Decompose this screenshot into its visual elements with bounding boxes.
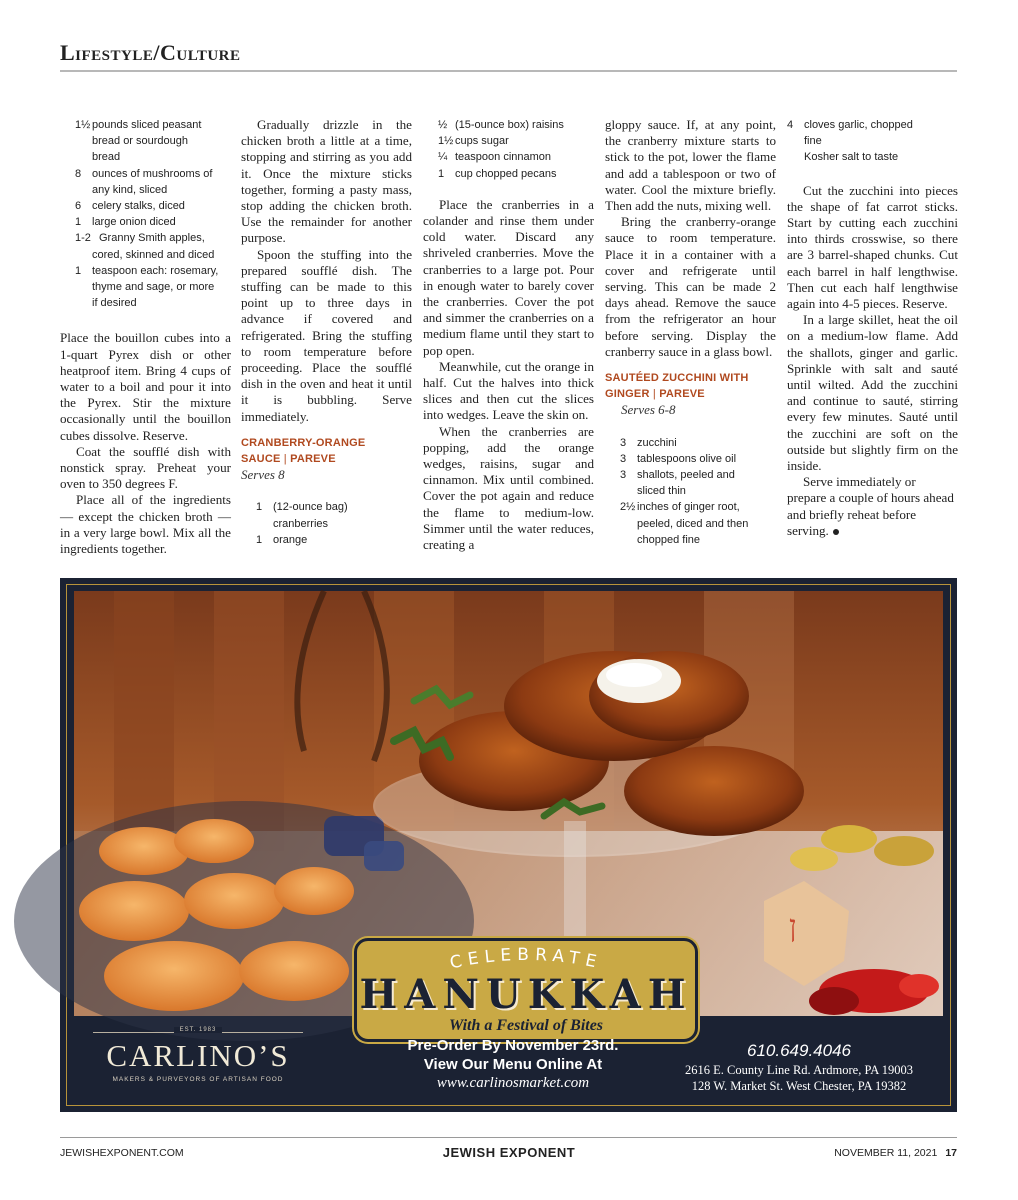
phone-number[interactable]: 610.649.4046 bbox=[747, 1041, 851, 1060]
ingredient-text: sliced thin bbox=[637, 485, 686, 498]
brand-tagline: MAKERS & PURVEYORS OF ARTISAN FOOD bbox=[112, 1076, 284, 1083]
contact-info bbox=[664, 1040, 934, 1094]
ingredient-qty: 4 bbox=[787, 119, 794, 131]
menu-prompt: View Our Menu Online At bbox=[423, 1056, 603, 1073]
ingredient-row bbox=[620, 532, 776, 548]
ingredient-list bbox=[605, 435, 776, 548]
ingredient-row bbox=[75, 198, 231, 214]
ingredient-text: tablespoons olive oil bbox=[637, 452, 737, 465]
ingredient-text: (12-ounce bag) bbox=[273, 501, 348, 514]
paragraph: Coat the soufflé dish with nonstick spray. Preheat your oven to 350 degrees F. bbox=[60, 443, 231, 492]
recipe-title-line: SAUCE bbox=[241, 453, 281, 466]
paragraph: Place all of the ingredients — except the chicken broth — in a very large bowl. Mix all the ingredients together. bbox=[60, 492, 231, 557]
paragraph: In a large skillet, heat the oil on a medium-low flame. Add the shallots, ginger and garlic. Sprinkle with salt and sauté until wilted. Add the zucchini and continue to sauté, stirring every few minutes. Sauté until the zucchini are soft on the outside but slightly firm on the inside. bbox=[787, 312, 958, 474]
ingredient-qty bbox=[256, 516, 273, 532]
paragraph: Place the cranberries in a colander and rinse them under cold water. Discard any shriveled cranberries. Move the cranberries to a large pot. Pour in enough water to barely cover the cranberries. Cover the pot and simmer the cranberries on a medium flame until they start to pop open. bbox=[423, 196, 594, 358]
ingredient-row bbox=[75, 149, 231, 165]
ingredient-qty: 8 bbox=[75, 167, 82, 180]
hanukkah-badge bbox=[354, 938, 698, 1042]
ingredient-qty: 1 bbox=[75, 264, 82, 277]
ingredient-row bbox=[75, 182, 231, 198]
ingredient-qty bbox=[75, 247, 92, 263]
footer-publication: JEWISH EXPONENT bbox=[442, 1145, 576, 1160]
ingredient-row bbox=[438, 117, 594, 133]
footer-website[interactable]: JEWISHEXPONENT.COM bbox=[60, 1147, 184, 1159]
column-1 bbox=[60, 117, 231, 557]
ingredient-text: teaspoon each: rosemary, bbox=[92, 264, 219, 277]
ingredient-qty: 1½ bbox=[438, 135, 454, 148]
ingredient-row bbox=[620, 435, 776, 451]
ingredient-qty bbox=[75, 182, 92, 198]
ingredient-text: pounds sliced peasant bbox=[92, 119, 202, 131]
footer-rule bbox=[60, 1137, 957, 1138]
ingredient-qty: 3 bbox=[620, 469, 627, 482]
celebrate-text: CELEBRATE bbox=[448, 945, 604, 974]
ingredient-text: cup chopped pecans bbox=[455, 167, 557, 180]
ingredient-text: if desired bbox=[92, 297, 137, 310]
ingredient-row bbox=[75, 263, 231, 279]
column-5 bbox=[787, 117, 958, 539]
header-rule bbox=[60, 70, 957, 72]
ingredient-qty bbox=[75, 133, 92, 149]
ingredient-row bbox=[620, 451, 776, 467]
page-number: 17 bbox=[945, 1147, 957, 1159]
recipe-title: SAUTÉED ZUCCHINI WITH GINGER | PAREVE bbox=[605, 372, 749, 401]
ingredient-text: large onion diced bbox=[92, 216, 176, 229]
section-title: Lifestyle/Culture bbox=[60, 40, 241, 65]
ingredient-qty: 2½ bbox=[620, 501, 636, 514]
paragraph: Spoon the stuffing into the prepared soufflé dish. The stuffing can be made to this point up to three days in advance if covered and refrigerated. Bring the stuffing to room temperature before proceeding. Place the soufflé dish in the oven and heat it until it is bubbling. Serve immediately. bbox=[241, 246, 412, 424]
ingredient-row bbox=[75, 117, 231, 133]
recipe-title-line: SAUTÉED ZUCCHINI WITH bbox=[605, 372, 749, 385]
ingredient-list bbox=[60, 117, 231, 311]
issue-date: NOVEMBER 11, 2021 bbox=[834, 1147, 938, 1159]
ingredient-qty: ¼ bbox=[438, 151, 448, 164]
ingredient-text: chopped fine bbox=[637, 533, 700, 546]
recipe-tag: PAREVE bbox=[659, 388, 705, 401]
ingredient-qty bbox=[620, 483, 637, 499]
address-ardmore: 2616 E. County Line Rd. Ardmore, PA 19003 bbox=[684, 1063, 913, 1077]
ingredient-qty: ½ bbox=[438, 119, 448, 131]
paragraph: Place the bouillon cubes into a 1-quart Pyrex dish or other heatproof item. Bring 4 cups of water to a boil and pour it into the Pyrex. Stir the mixture occasionally until the bouillon cubes dissolve. Reserve. bbox=[60, 330, 231, 443]
ingredient-text: bread or sourdough bbox=[92, 135, 189, 148]
svg-text:ן: ן bbox=[789, 909, 797, 944]
ingredient-row bbox=[75, 295, 231, 311]
ingredient-row bbox=[787, 133, 958, 149]
ingredient-row bbox=[75, 166, 231, 182]
ingredient-qty: 1 bbox=[75, 216, 82, 229]
ingredient-qty: 1 bbox=[438, 167, 445, 180]
paragraph: gloppy sauce. If, at any point, the cranberry mixture starts to stick to the pot, lower the flame and add a tablespoon or two of water. Cool the mixture briefly. Then add the nuts, mixing well. bbox=[605, 117, 776, 214]
ingredient-row bbox=[75, 230, 231, 246]
hanukkah-headline: HANUKKAH bbox=[359, 971, 693, 1018]
ingredient-text: cloves garlic, chopped bbox=[804, 119, 913, 131]
ingredient-row bbox=[438, 149, 594, 165]
ingredient-text: inches of ginger root, bbox=[637, 501, 740, 514]
serves: Serves 8 bbox=[241, 467, 285, 483]
ingredient-text: any kind, sliced bbox=[92, 183, 168, 196]
ingredient-text: cups sugar bbox=[455, 135, 509, 148]
ingredient-row bbox=[620, 467, 776, 483]
end-mark-icon bbox=[833, 529, 839, 535]
paragraph: Cut the zucchini into pieces the shape of fat carrot sticks. Start by cutting each zucchini into thirds crosswise, so there are 3 barrel-shaped chunks. Cut each barrel in half lengthwise. Then cut each half lengthwise again into 4-5 pieces. Reserve. bbox=[787, 182, 958, 312]
column-4 bbox=[605, 117, 776, 548]
ingredient-row bbox=[438, 166, 594, 182]
ingredient-text: fine bbox=[804, 135, 822, 148]
ingredient-text: bread bbox=[92, 151, 121, 164]
ingredient-qty bbox=[75, 295, 92, 311]
article-columns bbox=[60, 117, 957, 562]
ingredient-qty bbox=[620, 532, 637, 548]
paragraph: Gradually drizzle in the chicken broth a little at a time, stopping and stirring as you add it. Once the mixture sticks together, forming a pasty mass, stop adding the chicken broth. Use the remainder for another purpose. bbox=[241, 117, 412, 246]
ingredient-row bbox=[75, 247, 231, 263]
address-west-chester: 128 W. Market St. West Chester, PA 19382 bbox=[691, 1079, 907, 1093]
website-link[interactable]: www.carlinosmarket.com bbox=[436, 1075, 590, 1091]
ingredient-text: cranberries bbox=[273, 517, 329, 530]
ingredient-list bbox=[241, 499, 412, 548]
ingredient-text: orange bbox=[273, 533, 308, 546]
ingredient-text: cored, skinned and diced bbox=[92, 248, 215, 261]
ingredient-row bbox=[787, 149, 958, 165]
ad-subline: With a Festival of Bites bbox=[448, 1017, 604, 1034]
ingredient-row bbox=[75, 214, 231, 230]
footer-date-page bbox=[834, 1147, 957, 1159]
paragraph-text: Serve immediately or prepare a couple of hours ahead and briefly reheat before serving. bbox=[787, 474, 954, 538]
ingredient-text: zucchini bbox=[637, 436, 677, 449]
ingredient-row bbox=[620, 483, 776, 499]
ingredient-qty bbox=[620, 516, 637, 532]
ingredient-row bbox=[256, 499, 412, 515]
recipe-title: CRANBERRY-ORANGE SAUCE | PAREVE bbox=[241, 436, 366, 466]
ingredient-qty: 6 bbox=[75, 200, 82, 213]
ingredient-qty: 1 bbox=[256, 533, 263, 546]
paragraph: When the cranberries are popping, add the orange wedges, raisins, sugar and cinnamon. Mix until combined. Cover the pot again and reduce the flame to medium-low. Simmer until the water reduces, creating a bbox=[423, 423, 594, 553]
ingredient-text: (15-ounce box) raisins bbox=[455, 119, 564, 131]
ingredient-list bbox=[423, 117, 594, 182]
ingredient-qty: 1½ bbox=[75, 119, 91, 131]
ingredient-text: teaspoon cinnamon bbox=[455, 151, 552, 164]
serves: Serves 6-8 bbox=[621, 402, 676, 418]
preorder-deadline: Pre-Order By November 23rd. bbox=[407, 1037, 619, 1054]
ingredient-qty bbox=[75, 149, 92, 165]
ingredient-list bbox=[787, 117, 958, 166]
ingredient-qty bbox=[787, 133, 804, 149]
column-2 bbox=[241, 117, 412, 548]
recipe-tag: PAREVE bbox=[290, 453, 336, 466]
ingredient-row bbox=[256, 532, 412, 548]
ingredient-text: Kosher salt to taste bbox=[804, 151, 899, 164]
svg-text:CELEBRATE bbox=[448, 945, 604, 973]
ingredient-text: peeled, diced and then bbox=[637, 517, 749, 530]
paragraph: Bring the cranberry-orange sauce to room temperature. Place it in a container with a cover and refrigerate until serving. This can be made 2 days ahead. Remove the sauce from the refrigerator an hour before serving. Display the cranberry sauce in a glass bowl. bbox=[605, 214, 776, 359]
ingredient-row bbox=[620, 516, 776, 532]
ingredient-qty: 3 bbox=[620, 436, 627, 449]
column-3 bbox=[423, 117, 594, 553]
ingredient-qty bbox=[787, 149, 804, 165]
ingredient-row bbox=[620, 499, 776, 515]
ingredient-row bbox=[438, 133, 594, 149]
ingredient-row bbox=[787, 117, 958, 133]
ingredient-text: ounces of mushrooms of bbox=[92, 167, 213, 180]
ingredient-text: thyme and sage, or more bbox=[92, 281, 215, 294]
ingredient-row bbox=[256, 516, 412, 532]
ingredient-row bbox=[75, 133, 231, 149]
ingredient-text: celery stalks, diced bbox=[92, 200, 185, 213]
ingredient-qty bbox=[75, 279, 92, 295]
ingredient-qty: 1-2 bbox=[75, 232, 91, 245]
paragraph bbox=[787, 474, 958, 539]
established-year: EST. 1983 bbox=[174, 1027, 222, 1033]
ingredient-qty: 3 bbox=[620, 452, 627, 465]
recipe-title-line: GINGER bbox=[605, 388, 650, 401]
ingredient-row bbox=[75, 279, 231, 295]
carlinos-advertisement[interactable] bbox=[60, 578, 957, 1112]
paragraph: Meanwhile, cut the orange in half. Cut the halves into thick slices and then cut the slices into wedges. Leave the skin on. bbox=[423, 358, 594, 423]
brand-name: CARLINO’S bbox=[106, 1038, 290, 1073]
carlinos-logo bbox=[78, 1020, 318, 1100]
recipe-title-line: CRANBERRY-ORANGE bbox=[241, 436, 366, 449]
ingredient-text: Granny Smith apples, bbox=[99, 232, 205, 245]
preorder-info bbox=[378, 1036, 648, 1093]
ingredient-text: shallots, peeled and bbox=[637, 469, 735, 482]
ingredient-qty: 1 bbox=[256, 501, 263, 514]
